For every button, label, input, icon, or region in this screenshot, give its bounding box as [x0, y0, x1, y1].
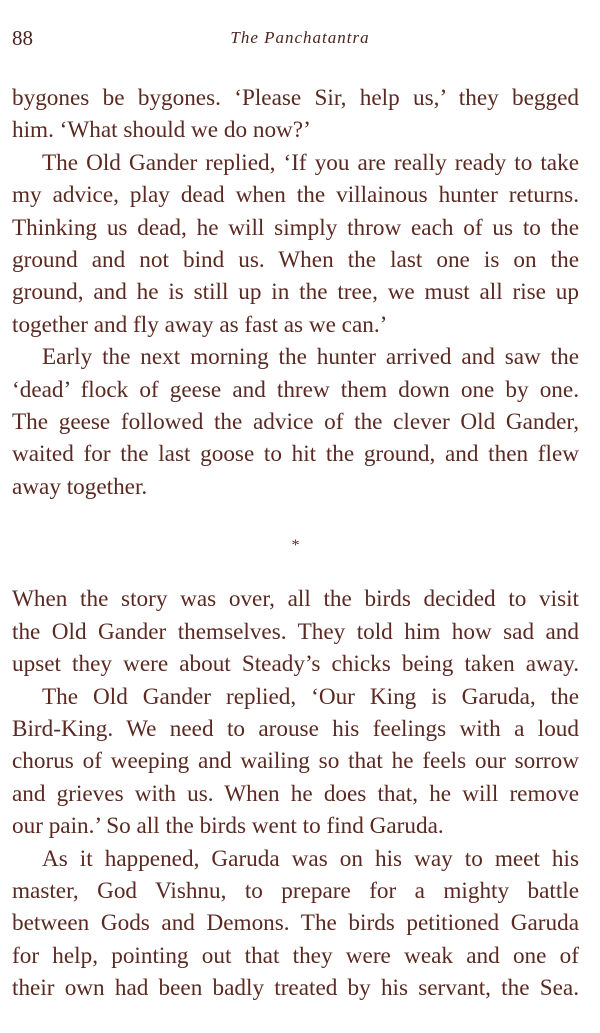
- paragraph-line: my advice, play dead when the villainous hunter returns.: [12, 182, 579, 209]
- paragraph-line: ground and not bind us. When the last one is on the: [12, 247, 579, 274]
- paragraph-line: As it happened, Garuda was on his way to meet his: [42, 845, 579, 872]
- paragraph-line: The geese followed the advice of the clever Old Gander,: [12, 409, 579, 436]
- paragraph-line: When the story was over, all the birds decided to visit: [12, 586, 579, 613]
- paragraph-line: bygones be bygones. ‘Please Sir, help us,’ they begged: [12, 85, 579, 111]
- paragraph-line: their own had been badly treated by his servant, the Sea.: [12, 975, 579, 1002]
- paragraph-line: Thinking us dead, he will simply throw each of us to the: [12, 214, 579, 241]
- paragraph-line: upset they were about Steady’s chicks being taken away.: [12, 651, 579, 678]
- body-text: [12, 82, 579, 1005]
- paragraph-line: master, God Vishnu, to prepare for a mighty battle: [12, 877, 579, 904]
- paragraph-line: the Old Gander themselves. They told him how sad and: [12, 618, 579, 645]
- paragraph-line: and grieves with us. When he does that, he will remove: [12, 780, 579, 807]
- paragraph-line: Early the next morning the hunter arrived and saw the: [42, 344, 579, 371]
- paragraph-line: for help, pointing out that they were weak and one of: [12, 942, 579, 969]
- paragraph-line: between Gods and Demons. The birds petitioned Garuda: [12, 910, 579, 937]
- paragraph-line: The Old Gander replied, ‘If you are really ready to take: [42, 149, 579, 176]
- page-number: 88: [12, 26, 33, 50]
- paragraph-line: Bird-King. We need to arouse his feelings with a loud: [12, 715, 579, 742]
- paragraph-line: chorus of weeping and wailing so that he feels our sorrow: [12, 748, 579, 775]
- running-head: [0, 22, 600, 52]
- section-break-ornament: *: [291, 537, 300, 555]
- paragraph-line: away together.: [12, 473, 148, 500]
- book-title: The Panchatantra: [230, 28, 370, 47]
- paragraph-line: our pain.’ So all the birds went to find Garuda.: [12, 813, 444, 840]
- paragraph-line: ground, and he is still up in the tree, we must all rise up: [12, 279, 579, 306]
- paragraph-line: waited for the last goose to hit the ground, and then flew: [12, 441, 579, 468]
- paragraph-line: together and fly away as fast as we can.’: [12, 311, 388, 338]
- paragraph-line: him. ‘What should we do now?’: [12, 117, 311, 144]
- paragraph-line: The Old Gander replied, ‘Our King is Garuda, the: [42, 683, 579, 710]
- paragraph-line: ‘dead’ flock of geese and threw them down one by one.: [12, 376, 579, 403]
